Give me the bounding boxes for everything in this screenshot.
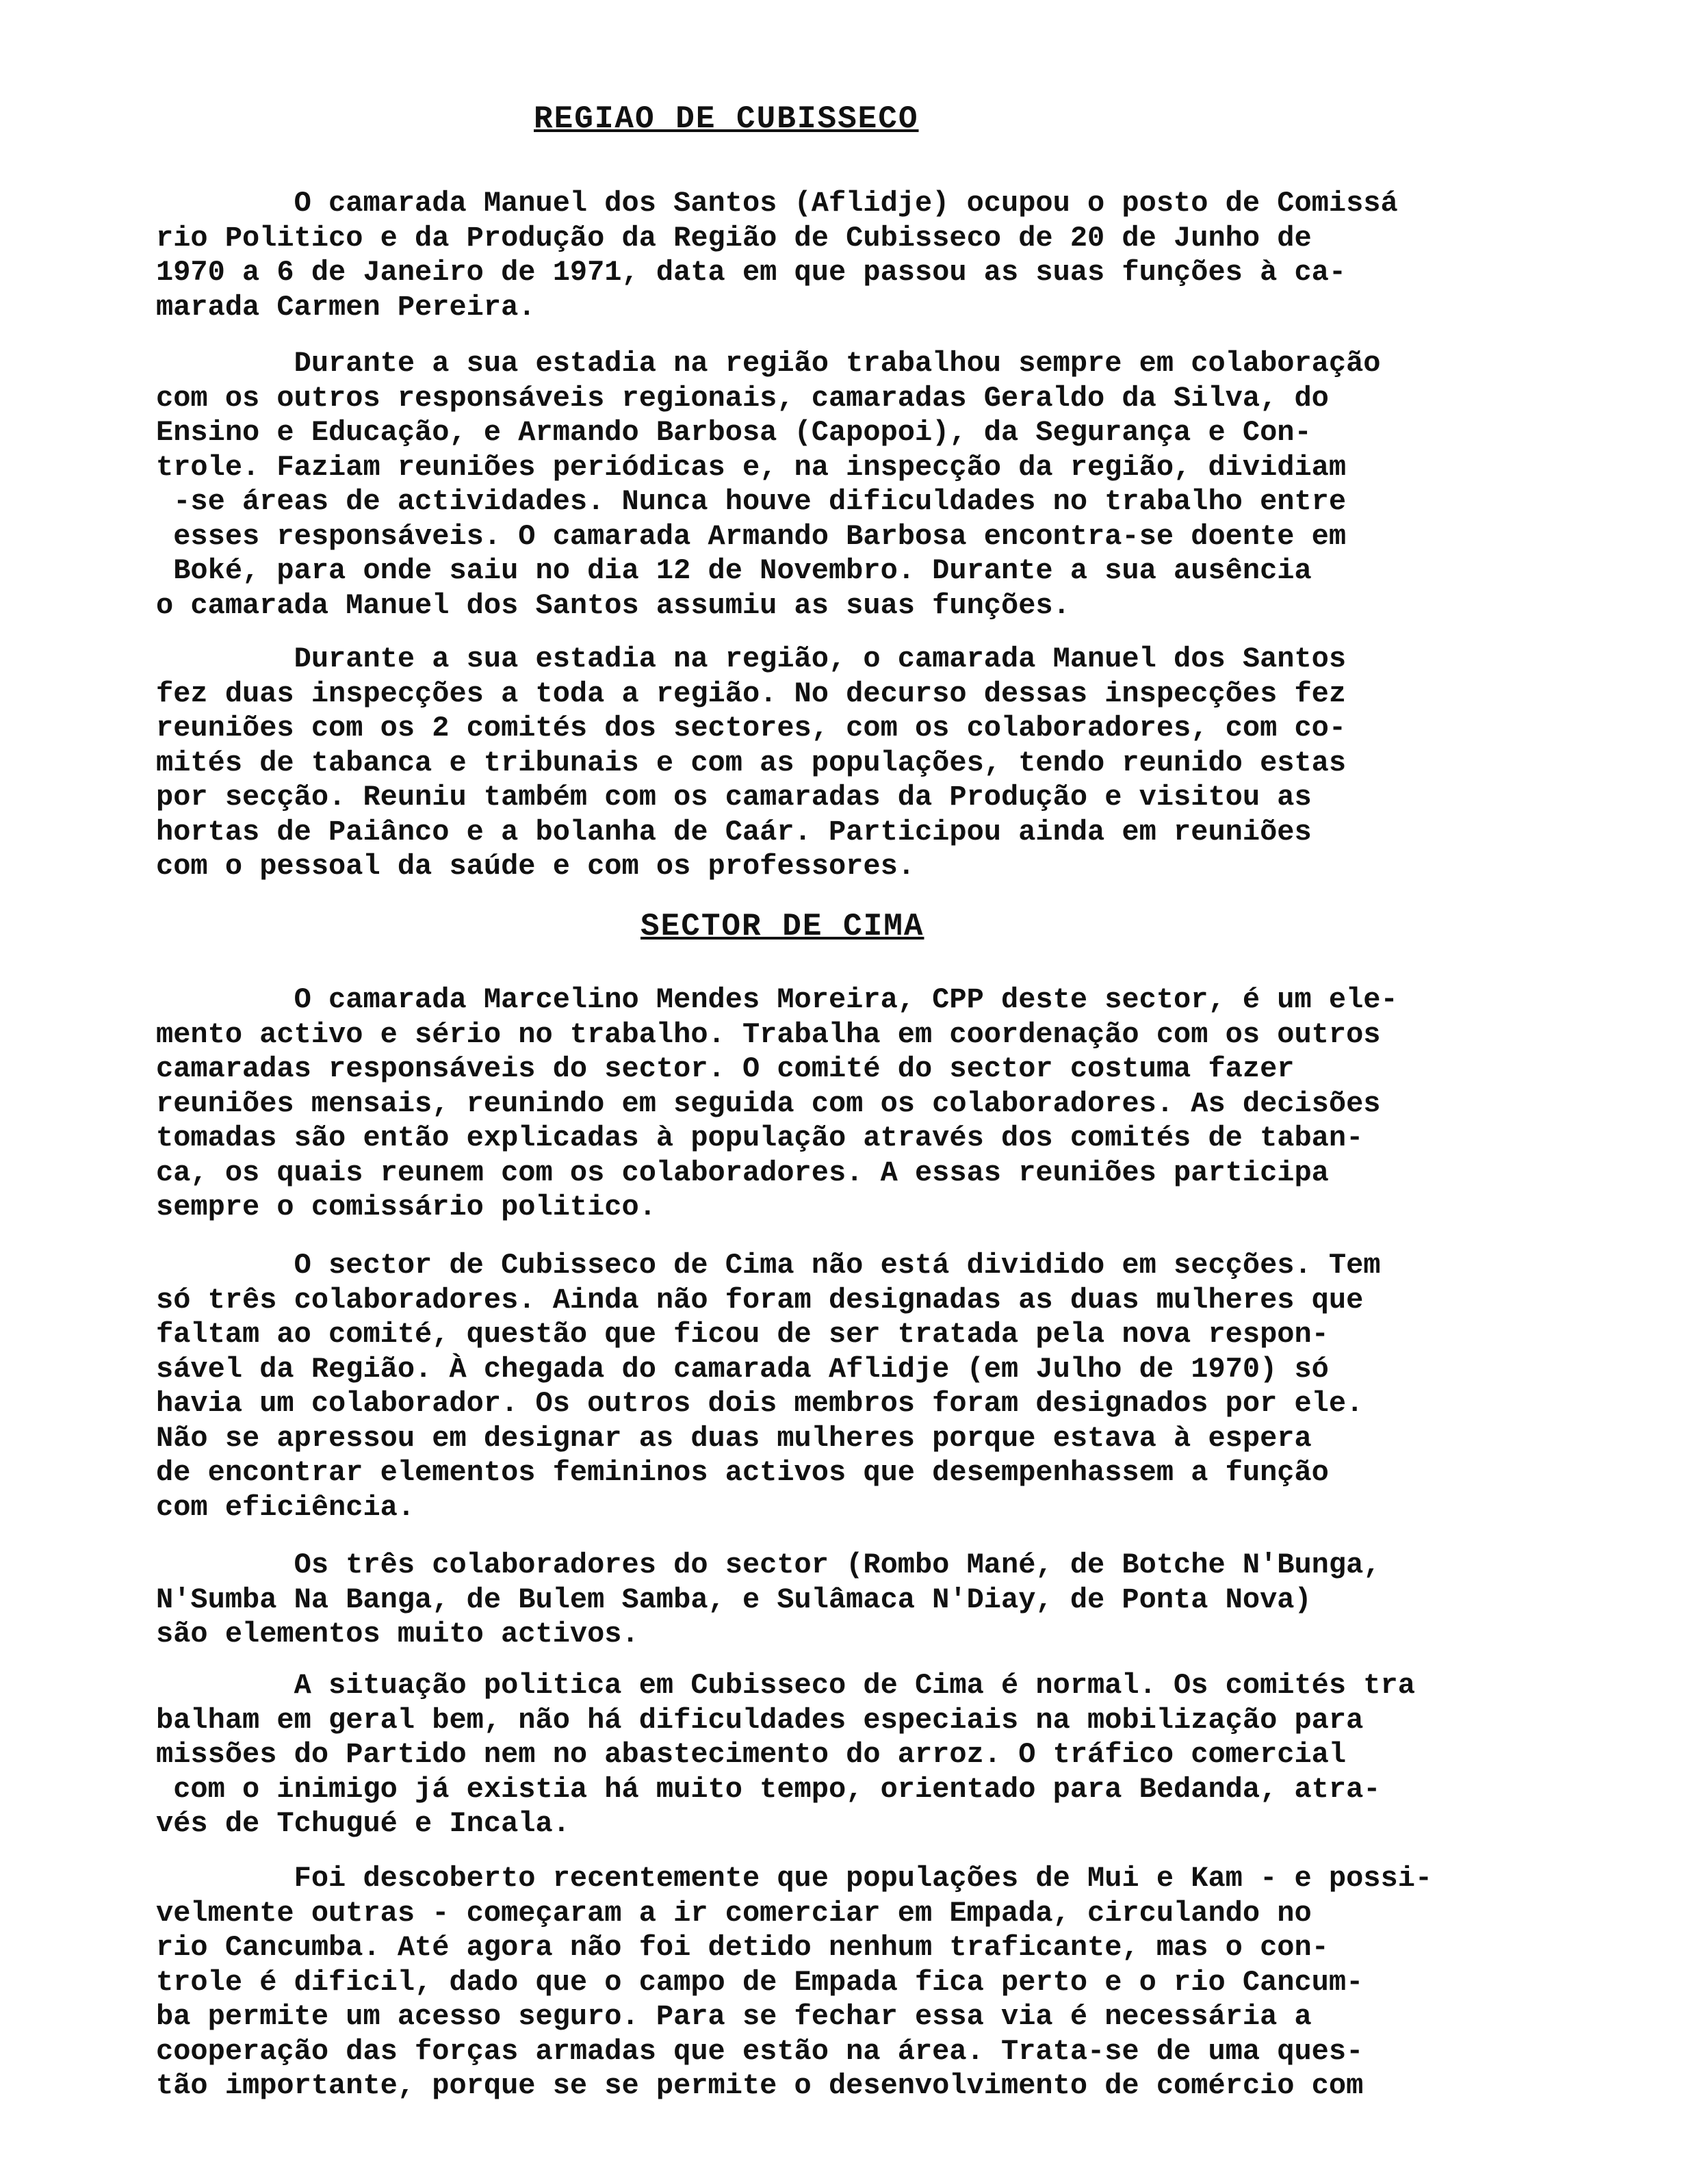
text-line: trole. Faziam reuniões periódicas e, na inspecção da região, dividiam — [156, 450, 1347, 484]
text-line: Boké, para onde saiu no dia 12 de Novembro. Durante a sua ausência — [156, 554, 1312, 587]
text-line: mités de tabanca e tribunais e com as populações, tendo reunido estas — [156, 746, 1347, 779]
text-line: sempre o comissário politico. — [156, 1191, 656, 1223]
text-line: Ensino e Educação, e Armando Barbosa (Capopoi), da Segurança e Con- — [156, 416, 1312, 449]
paragraph-3 — [156, 642, 1346, 884]
text-line: reuniões com os 2 comités dos sectores, com os colaboradores, com co- — [156, 712, 1347, 744]
text-line: rio Politico e da Produção da Região de Cubisseco de 20 de Junho de — [156, 221, 1312, 255]
text-line: vés de Tchugué e Incala. — [156, 1807, 570, 1840]
text-line: Durante a sua estadia na região, o camarada Manuel dos Santos — [156, 643, 1347, 675]
paragraph-4 — [156, 983, 1398, 1225]
sector-heading: SECTOR DE CIMA — [640, 909, 924, 944]
text-line: com o pessoal da saúde e com os professores. — [156, 850, 915, 883]
text-line: O sector de Cubisseco de Cima não está dividido em secções. Tem — [156, 1249, 1381, 1282]
text-line: Durante a sua estadia na região trabalhou sempre em colaboração — [156, 347, 1381, 380]
text-line: tão importante, porque se se permite o desenvolvimento de comércio com — [156, 2069, 1364, 2102]
text-line: tomadas são então explicadas à população através dos comités de taban- — [156, 1122, 1364, 1154]
text-line: mento activo e sério no trabalho. Trabalha em coordenação com os outros — [156, 1018, 1381, 1051]
text-line: 1970 a 6 de Janeiro de 1971, data em que passou as suas funções à ca- — [156, 256, 1347, 289]
text-line: de encontrar elementos femininos activos que desempenhassem a função — [156, 1456, 1329, 1489]
text-line: missões do Partido nem no abastecimento do arroz. O tráfico comercial — [156, 1738, 1347, 1771]
paragraph-6 — [156, 1548, 1381, 1652]
text-line: balham em geral bem, não há dificuldades especiais na mobilização para — [156, 1703, 1364, 1737]
text-line: havia um colaborador. Os outros dois membros foram designados por ele. — [156, 1387, 1364, 1420]
text-line: ca, os quais reunem com os colaboradores. A essas reuniões participa — [156, 1156, 1329, 1189]
text-line: sável da Região. À chegada do camarada Aflidje (em Julho de 1970) só — [156, 1352, 1329, 1386]
text-line: -se áreas de actividades. Nunca houve dificuldades no trabalho entre — [156, 485, 1347, 518]
text-line: O camarada Marcelino Mendes Moreira, CPP deste sector, é um ele- — [156, 983, 1398, 1016]
text-line: A situação politica em Cubisseco de Cima é normal. Os comités tra — [156, 1669, 1415, 1702]
region-heading: REGIAO DE CUBISSECO — [534, 101, 919, 137]
text-line: esses responsáveis. O camarada Armando Barbosa encontra-se doente em — [156, 519, 1347, 553]
paragraph-8 — [156, 1861, 1432, 2103]
text-line: o camarada Manuel dos Santos assumiu as suas funções. — [156, 588, 1070, 622]
text-line: com os outros responsáveis regionais, camaradas Geraldo da Silva, do — [156, 381, 1329, 415]
text-line: são elementos muito activos. — [156, 1618, 639, 1650]
text-line: com o inimigo já existia há muito tempo, orientado para Bedanda, atra- — [156, 1772, 1381, 1806]
text-line: com eficiência. — [156, 1490, 415, 1524]
paragraph-7 — [156, 1668, 1415, 1841]
text-line: trole é dificil, dado que o campo de Empada fica perto e o rio Cancum- — [156, 1965, 1364, 1999]
text-line: por secção. Reuniu também com os camaradas da Produção e visitou as — [156, 781, 1312, 814]
text-line: reuniões mensais, reunindo em seguida com os colaboradores. As decisões — [156, 1087, 1381, 1120]
paragraph-5 — [156, 1248, 1381, 1525]
text-line: Os três colaboradores do sector (Rombo Mané, de Botche N'Bunga, — [156, 1549, 1381, 1581]
text-line: velmente outras - começaram a ir comerciar em Empada, circulando no — [156, 1896, 1312, 1930]
text-line: fez duas inspecções a toda a região. No decurso dessas inspecções fez — [156, 677, 1347, 710]
text-line: O camarada Manuel dos Santos (Aflidje) ocupou o posto de Comissá — [156, 187, 1398, 220]
text-line: camaradas responsáveis do sector. O comité do sector costuma fazer — [156, 1052, 1295, 1085]
text-line: ba permite um acesso seguro. Para se fechar essa via é necessária a — [156, 2000, 1312, 2033]
text-line: Não se apressou em designar as duas mulheres porque estava à espera — [156, 1421, 1312, 1455]
text-line: hortas de Paiânco e a bolanha de Caár. Participou ainda em reuniões — [156, 815, 1312, 849]
text-line: faltam ao comité, questão que ficou de ser tratada pela nova respon- — [156, 1318, 1329, 1351]
paragraph-2 — [156, 346, 1381, 623]
paragraph-1 — [156, 186, 1398, 324]
text-line: Foi descoberto recentemente que populações de Mui e Kam - e possi- — [156, 1862, 1433, 1895]
text-line: marada Carmen Pereira. — [156, 290, 536, 324]
text-line: N'Sumba Na Banga, de Bulem Samba, e Sulâmaca N'Diay, de Ponta Nova) — [156, 1583, 1312, 1616]
text-line: rio Cancumba. Até agora não foi detido nenhum traficante, mas o con- — [156, 1931, 1329, 1964]
text-line: cooperação das forças armadas que estão na área. Trata-se de uma ques- — [156, 2034, 1364, 2068]
text-line: só três colaboradores. Ainda não foram designadas as duas mulheres que — [156, 1283, 1364, 1317]
